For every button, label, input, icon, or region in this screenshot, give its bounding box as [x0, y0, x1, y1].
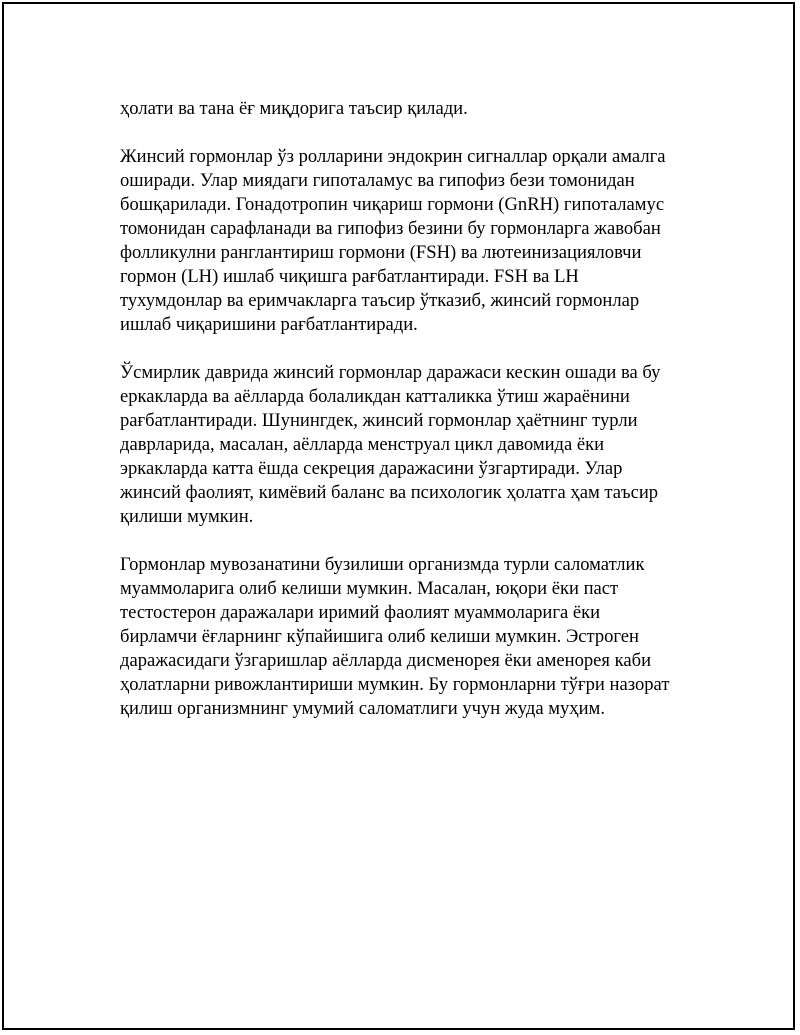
paragraph-2: Жинсий гормонлар ўз ролларини эндокрин сигналлар орқали амалга оширади. Улар миядаги гипоталамус ва гипофиз бези томонидан бошқарилади. Гонадотропин чиқариш гормони (GnRH) гипоталамус томонидан сарафланади ва гипофиз безини бу гормонларга жавобан фолликулни ранглантириш гормони (FSH) ва лютеинизацияловчи гормон (LH) ишлаб чиқишга рағбатлантиради. FSH ва LH тухумдонлар ва еримчакларга таъсир ўтказиб, жинсий гормонлар ишлаб чиқаришини рағбатлантиради. [120, 146, 666, 335]
paragraph-3: Ўсмирлик даврида жинсий гормонлар даражаси кескин ошади ва бу еркакларда ва аёлларда болаликдан катталикка ўтиш жараёнини рағбатлантиради. Шунингдек, жинсий гормонлар ҳаётнинг турли даврларида, масалан, аёлларда менструал цикл давомида ёки эркакларда катта ёшда секреция даражасини ўзгартиради. Улар жинсий фаолият, кимёвий баланс ва психологик ҳолатга ҳам таъсир қилиши мумкин. [120, 362, 661, 527]
document-body [120, 97, 680, 745]
document-page [2, 2, 795, 1030]
paragraph-1: ҳолати ва тана ёғ миқдорига таъсир қилади. [120, 98, 468, 119]
paragraph-4: Гормонлар мувозанатини бузилиши организмда турли саломатлик муаммоларига олиб келиши мумкин. Масалан, юқори ёки паст тестостерон даражалари иримий фаолият муаммоларига ёки бирламчи ёғларнинг кўпайишига олиб келиши мумкин. Эстроген даражасидаги ўзгаришлар аёлларда дисменорея ёки аменорея каби ҳолатларни ривожлантириши мумкин. Бу гормонларни тўғри назорат қилиш организмнинг умумий саломатлиги учун жуда муҳим. [120, 554, 670, 719]
